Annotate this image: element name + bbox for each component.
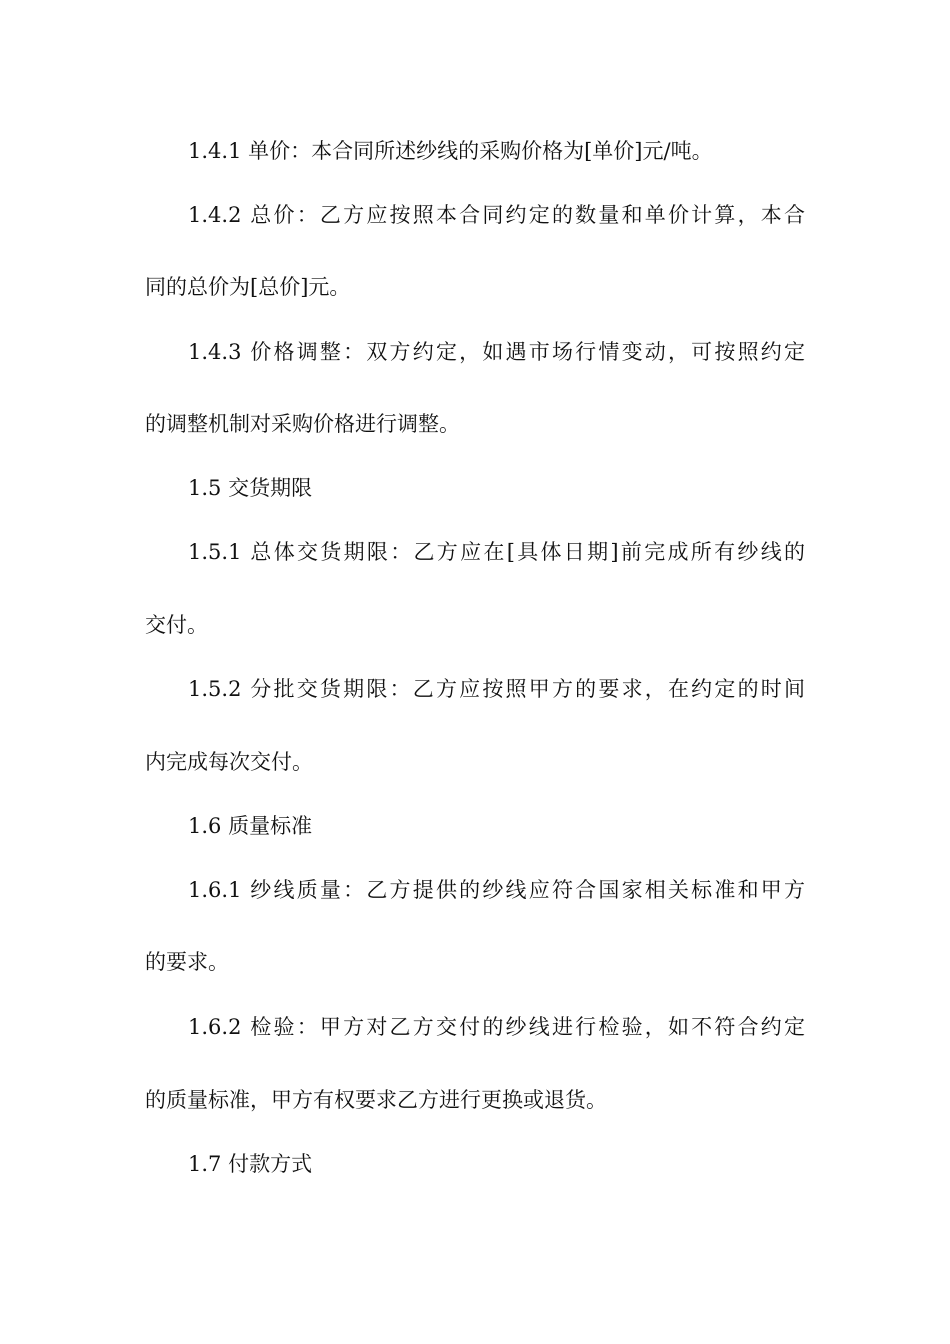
clause-1-5-1: 1.5.1 总体交货期限：乙方应在[具体日期]前完成所有纱线的 <box>188 540 805 564</box>
clause-1-5-2-cont: 内完成每次交付。 <box>145 750 313 774</box>
clause-1-6-2: 1.6.2 检验：甲方对乙方交付的纱线进行检验，如不符合约定 <box>188 1015 805 1039</box>
clause-1-4-2: 1.4.2 总价：乙方应按照本合同约定的数量和单价计算，本合 <box>188 203 805 227</box>
clause-1-4-1: 1.4.1 单价：本合同所述纱线的采购价格为[单价]元/吨。 <box>188 139 713 163</box>
clause-1-6-1-cont: 的要求。 <box>145 950 229 974</box>
clause-1-4-3: 1.4.3 价格调整：双方约定，如遇市场行情变动，可按照约定 <box>188 340 805 364</box>
clause-1-6-2-cont: 的质量标准，甲方有权要求乙方进行更换或退货。 <box>145 1088 607 1112</box>
clause-1-4-2-cont: 同的总价为[总价]元。 <box>145 275 351 299</box>
section-heading-1-5: 1.5 交货期限 <box>188 476 313 500</box>
clause-1-4-3-cont: 的调整机制对采购价格进行调整。 <box>145 412 460 436</box>
clause-1-5-2: 1.5.2 分批交货期限：乙方应按照甲方的要求，在约定的时间 <box>188 677 805 701</box>
section-heading-1-7: 1.7 付款方式 <box>188 1152 313 1176</box>
section-heading-1-6: 1.6 质量标准 <box>188 814 313 838</box>
clause-1-6-1: 1.6.1 纱线质量：乙方提供的纱线应符合国家相关标准和甲方 <box>188 878 805 902</box>
clause-1-5-1-cont: 交付。 <box>145 613 208 637</box>
